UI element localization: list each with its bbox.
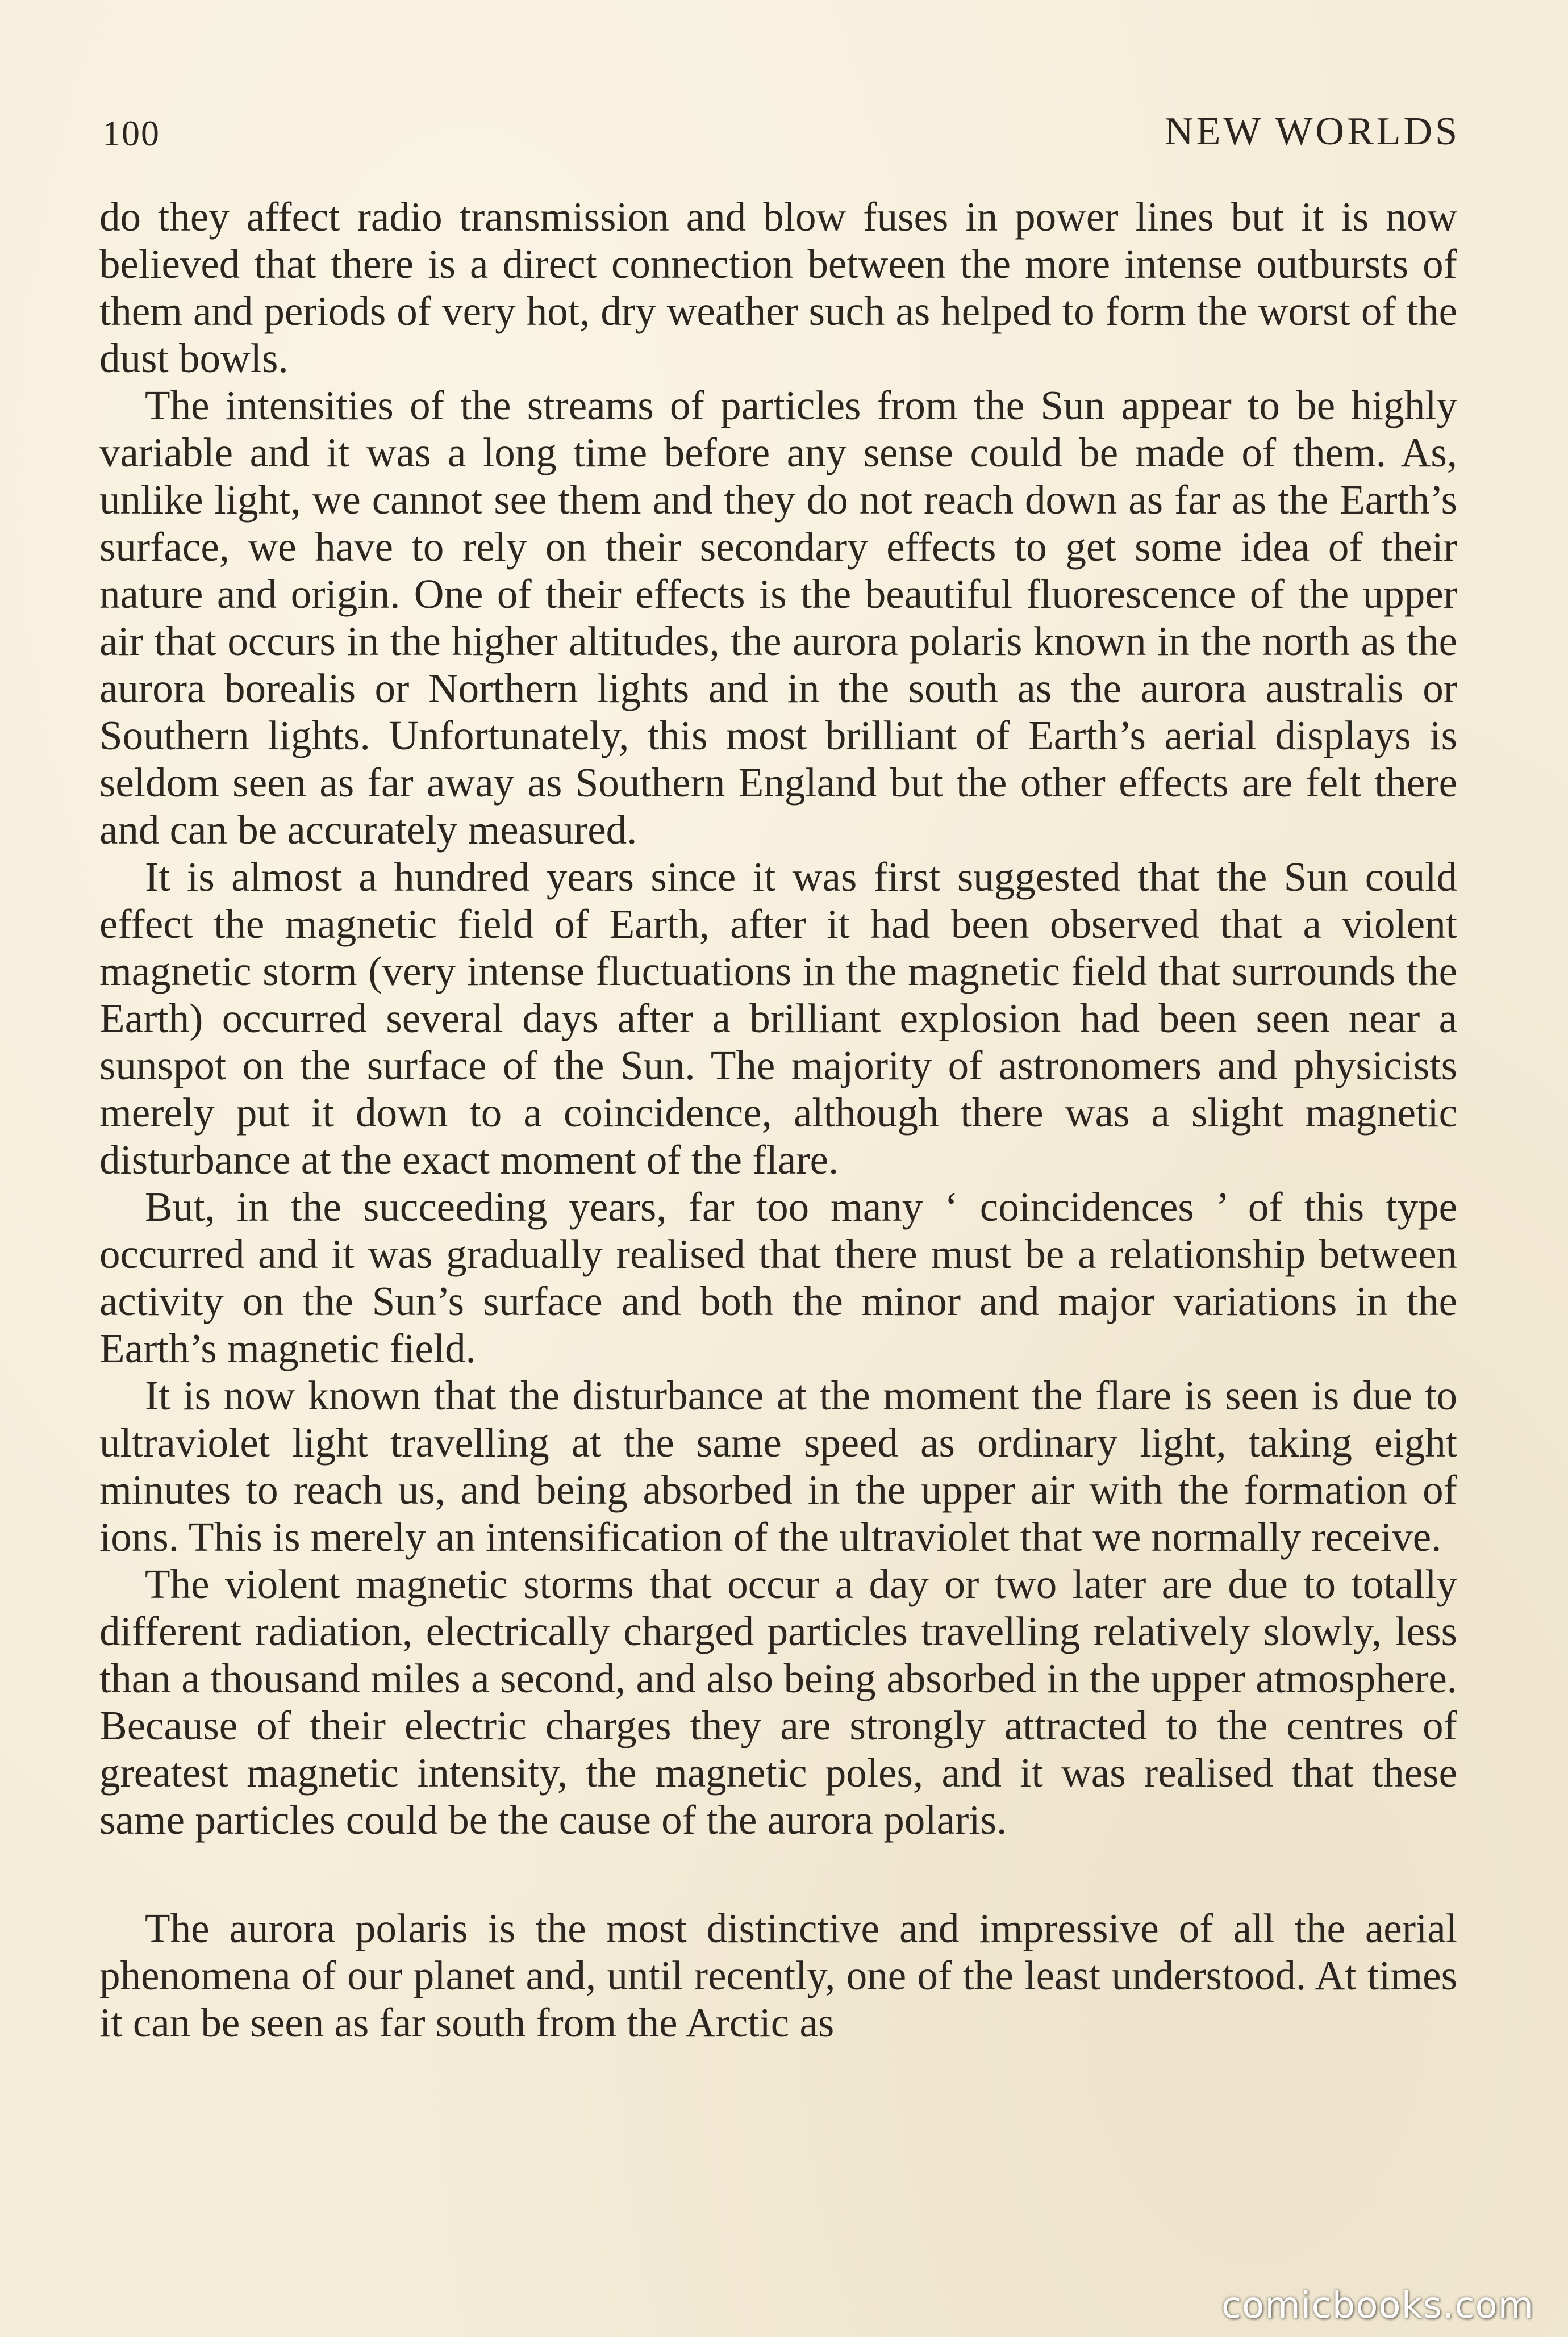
paragraph-magnetic-field-history: It is almost a hundred years since it was first suggested that the Sun could effect the magnetic field of Earth, after it had been observed that a violent magnetic storm (very intense fluctuations in the magnetic field that surrounds the Earth) occurred several days after a brilliant explosion had been seen near a sunspot on the surface of the Sun. The majority of astronomers and physicists merely put it down to a coincidence, although there was a slight magnetic disturbance at the exact moment of the flare. (99, 854, 1457, 1183)
page-header (102, 98, 1460, 155)
paragraph-ultraviolet: It is now known that the disturbance at the moment the flare is seen is due to ultraviolet light travelling at the same speed as ordinary light, taking eight minutes to reach us, and being absorbed in the upper air with the formation of ions. This is merely an intensification of the ultraviolet that we normally receive. (99, 1372, 1457, 1560)
paragraph-magnetic-storms: The violent magnetic storms that occur a day or two later are due to totally different radiation, electrically charged particles travelling relatively slowly, less than a thousand miles a second, and also being absorbed in the upper atmosphere. Because of their electric charges they are strongly attracted to the centres of greatest magnetic intensity, the magnetic poles, and it was realised that these same particles could be the cause of the aurora polaris. (99, 1561, 1457, 1843)
page-number: 100 (102, 113, 160, 153)
watermark-text: comicbooks.com (1221, 2285, 1534, 2327)
paragraph-coincidences: But, in the succeeding years, far too many ‘ coincidences ’ of this type occurred and it was gradually realised that there must be a relationship between activity on the Sun’s surface and both the minor and major variations in the Earth’s magnetic field. (99, 1184, 1457, 1371)
paragraph-continuation: do they affect radio transmission and blow fuses in power lines but it is now believed that there is a direct connection between the more intense outbursts of them and periods of very hot, dry weather such as helped to form the worst of the dust bowls. (99, 194, 1457, 381)
body-text (99, 193, 1457, 2046)
running-title: NEW WORLDS (1165, 110, 1460, 153)
paragraph-aurora-polaris: The aurora polaris is the most distinctive and impressive of all the aerial phenomena of our planet and, until recently, one of the least understood. At times it can be seen as far south from the Arctic as (99, 1905, 1457, 2046)
paragraph-particle-streams: The intensities of the streams of particles from the Sun appear to be highly variable and it was a long time before any sense could be made of them. As, unlike light, we cannot see them and they do not reach down as far as the Earth’s surface, we have to rely on their secondary effects to get some idea of their nature and origin. One of their effects is the beautiful fluorescence of the upper air that occurs in the higher altitudes, the aurora polaris known in the north as the aurora borealis or Northern lights and in the south as the aurora australis or Southern lights. Unfortunately, this most brilliant of Earth’s aerial displays is seldom seen as far away as Southern England but the other effects are felt there and can be accurately measured. (99, 382, 1457, 853)
